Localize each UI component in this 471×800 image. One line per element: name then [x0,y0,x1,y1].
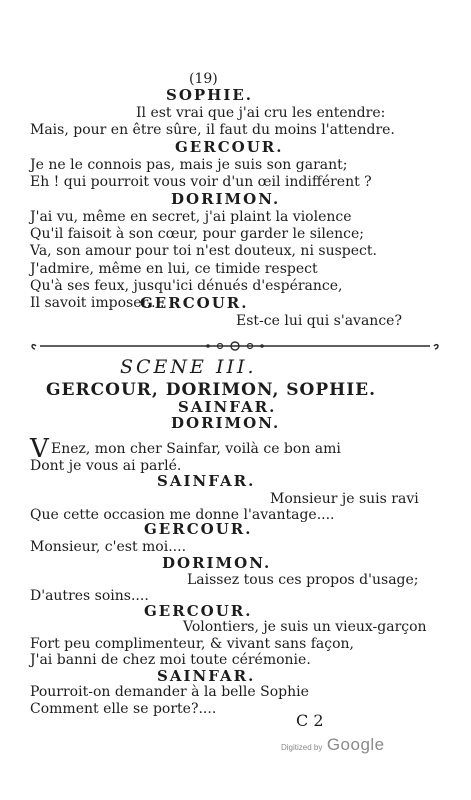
speaker-name: DORIMON. [162,554,272,572]
speaker-name: DORIMON. [171,414,281,432]
verse-line: Il est vrai que j'ai cru les entendre: [136,105,386,121]
verse-line: Est-ce lui qui s'avance? [236,313,402,329]
verse-line: Mais, pour en être sûre, il faut du moins l'attendre. [30,122,395,138]
verse-line: Monsieur, c'est moi.... [30,539,187,555]
speaker-name: DORIMON. [171,190,281,208]
verse-line: Il savoit imposer.... [30,295,165,311]
speaker-name: SAINFAR. [157,667,256,685]
speaker-name: GERCOUR. [140,294,249,312]
speaker-name: SAINFAR. [157,472,256,490]
watermark-prefix: Digitized by [281,743,323,752]
speaker-name: GERCOUR. [175,138,284,156]
speaker-name: GERCOUR. [144,602,253,620]
verse-line: D'autres soins.... [30,588,149,604]
speaker-name: SOPHIE. [166,86,254,104]
ornamental-rule [30,339,440,353]
verse-line: J'ai vu, même en secret, j'ai plaint la violence [30,209,352,225]
signature-mark: C 2 [296,711,324,730]
verse-line: J'ai banni de chez moi toute cérémonie. [30,652,311,668]
verse-line: Fort peu complimenteur, & vivant sans façon, [30,636,354,652]
verse-line: Va, son amour pour toi n'est douteux, ni suspect. [30,243,377,259]
verse-line: Pourroit-on demander à la belle Sophie [30,684,309,700]
verse-line: Laissez tous ces propos d'usage; [187,572,419,588]
verse-line: Comment elle se porte?.... [30,701,217,717]
cast-list: GERCOUR, DORIMON, SOPHIE. [46,380,377,400]
google-logo: Google [326,735,385,754]
verse-line: Volontiers, je suis un vieux-garçon [183,619,427,635]
verse-line: Eh ! qui pourroit vous voir d'un œil indifférent ? [30,174,372,190]
verse-line: Enez, mon cher Sainfar, voilà ce bon ami [51,441,341,457]
verse-line: Qu'il faisoit à son cœur, pour garder le silence; [30,226,364,242]
page-number: (19) [189,71,218,87]
digitization-watermark [281,735,385,755]
verse-line: Monsieur je suis ravi [270,491,419,507]
verse-line: Dont je vous ai parlé. [30,458,182,474]
scene-heading: SCENE III. [120,356,257,378]
speaker-name: GERCOUR. [144,520,253,538]
verse-line: Qu'à ses feux, jusqu'ici dénués d'espérance, [30,278,343,294]
drop-initial: V [30,434,49,464]
verse-line: J'admire, même en lui, ce timide respect [30,261,318,277]
verse-line: Que cette occasion me donne l'avantage.... [30,507,335,523]
speaker-name: SAINFAR. [178,398,277,416]
verse-line: Je ne le connois pas, mais je suis son garant; [30,157,348,173]
